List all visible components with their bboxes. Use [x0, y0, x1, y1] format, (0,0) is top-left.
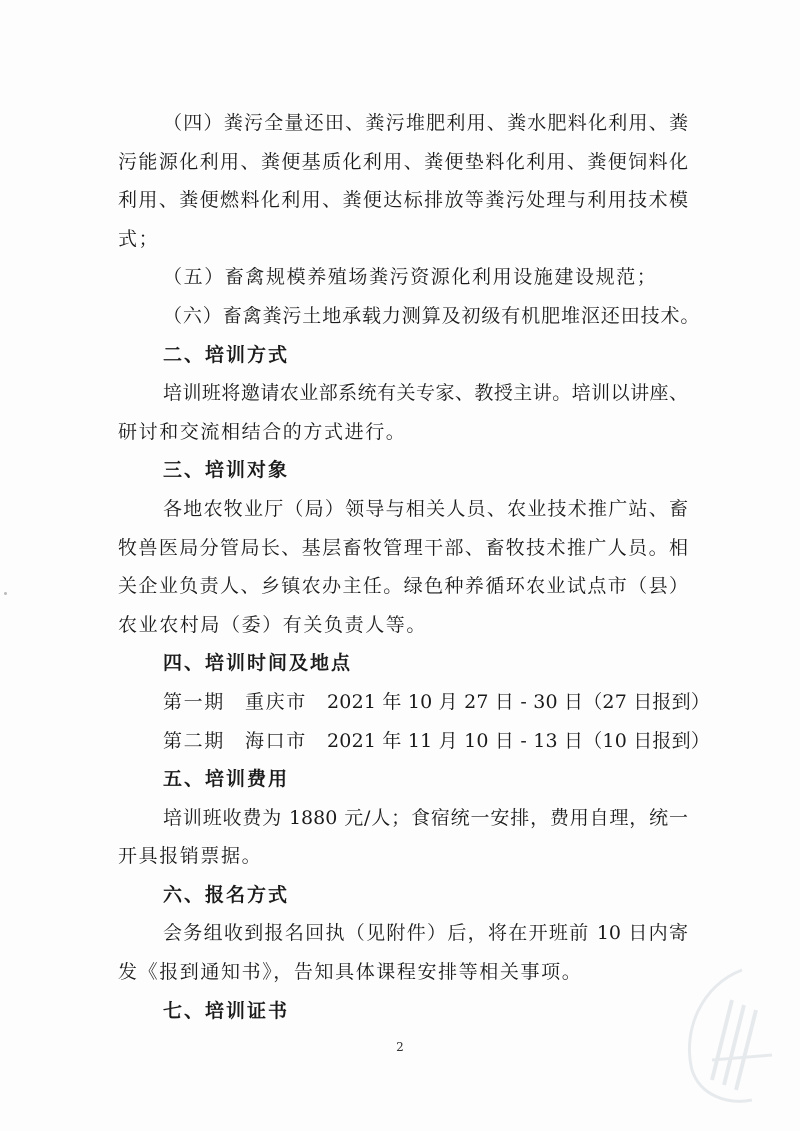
section5-line-1: 培训班收费为 1880 元/人；食宿统一安排，费用自理，统一: [163, 806, 688, 829]
section2-line-1: 培训班将邀请农业部系统有关专家、教授主讲。培训以讲座、: [163, 382, 688, 405]
schedule-row-1: [118, 683, 711, 722]
scan-speck: [4, 592, 7, 595]
section6-line-2: 发《报到通知书》，告知具体课程安排等相关事项。: [118, 961, 583, 984]
section3-line-3: 关企业负责人、乡镇农办主任。绿色种养循环农业试点市（县）: [118, 575, 688, 598]
seal-watermark-icon: [672, 960, 782, 1110]
item4-line-3: 利用、粪便燃料化利用、粪便达标排放等粪污处理与利用技术模: [118, 189, 688, 212]
item4-line-4: 式；: [118, 227, 160, 250]
section5-line-2: 开具报销票据。: [118, 845, 263, 868]
schedule-city: 重庆市: [245, 690, 307, 713]
section5-heading: 五、培训费用: [163, 768, 290, 791]
item4-line-1: （四）粪污全量还田、粪污堆肥利用、粪水肥料化利用、粪: [163, 112, 688, 134]
item5-text: （五）畜禽规模养殖场粪污资源化利用设施建设规范；: [163, 266, 658, 289]
schedule-dates: 2021 年 10 月 27 日 - 30 日（27 日报到）: [327, 690, 711, 713]
section3-heading: 三、培训对象: [163, 459, 290, 482]
section6-heading: 六、报名方式: [163, 883, 290, 906]
document-body: [118, 104, 711, 1030]
schedule-period: 第二期: [163, 729, 225, 752]
item4-line-2: 污能源化利用、粪便基质化利用、粪便垫料化利用、粪便饲料化: [118, 150, 688, 173]
page-number: 2: [396, 1040, 404, 1054]
section6-line-1: 会务组收到报名回执（见附件）后，将在开班前 10 日内寄: [163, 922, 688, 945]
schedule-period: 第一期: [163, 690, 225, 713]
schedule-row-2: [118, 722, 711, 761]
section2-line-2: 研讨和交流相结合的方式进行。: [118, 420, 407, 443]
section4-heading: 四、培训时间及地点: [163, 652, 353, 675]
section3-line-2: 牧兽医局分管局长、基层畜牧管理干部、畜牧技术推广人员。相: [118, 536, 688, 559]
section3-line-1: 各地农牧业厅（局）领导与相关人员、农业技术推广站、畜: [163, 497, 688, 520]
schedule-dates: 2021 年 11 月 10 日 - 13 日（10 日报到）: [327, 729, 711, 752]
section7-heading: 七、培训证书: [163, 999, 290, 1022]
item6-text: （六）畜禽粪污土地承载力测算及初级有机肥堆沤还田技术。: [163, 304, 701, 327]
section3-line-4: 农业农村局（委）有关负责人等。: [118, 613, 428, 636]
section2-heading: 二、培训方式: [163, 343, 290, 366]
schedule-city: 海口市: [245, 729, 307, 752]
